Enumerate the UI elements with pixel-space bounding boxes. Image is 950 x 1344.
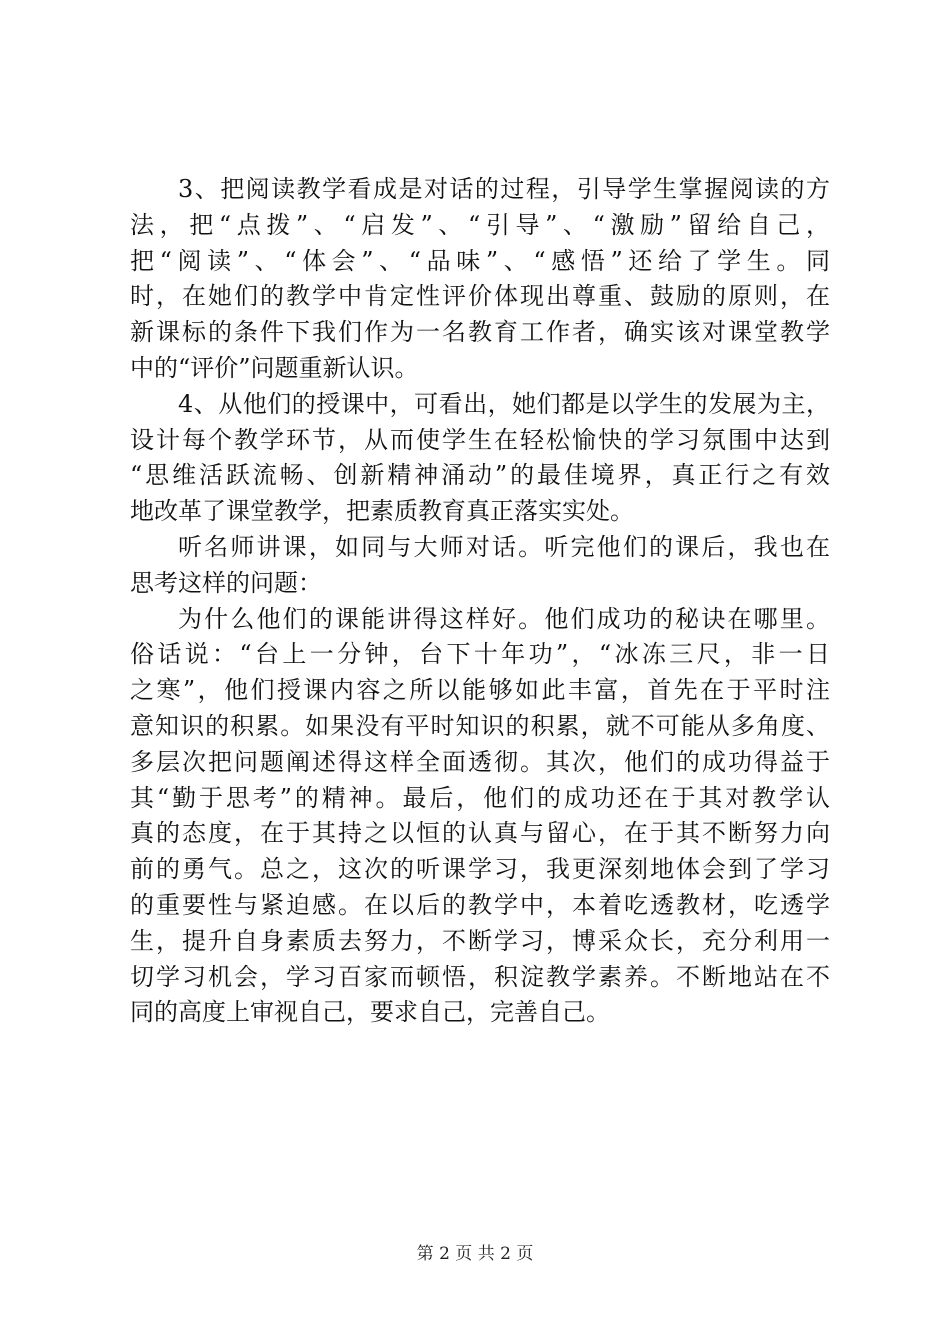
paragraph-line: 的重要性与紧迫感。在以后的教学中，本着吃透教材，吃透学 <box>130 890 830 919</box>
paragraph-line: 其“勤于思考”的精神。最后，他们的成功还在于其对教学认 <box>130 783 830 812</box>
paragraph-line: 法，把“点拨”、“启发”、“引导”、“激励”留给自己， <box>130 210 830 239</box>
paragraph-line: 听名师讲课，如同与大师对话。听完他们的课后，我也在 <box>178 532 830 561</box>
paragraph-line: 真的态度，在于其持之以恒的认真与留心，在于其不断努力向 <box>130 819 830 848</box>
paragraph-line: “思维活跃流畅、创新精神涌动”的最佳境界，真正行之有效 <box>130 461 830 490</box>
paragraph-line: 新课标的条件下我们作为一名教育工作者，确实该对课堂教学 <box>130 318 830 347</box>
page-number-footer: 第 2 页 共 2 页 <box>416 1244 534 1264</box>
paragraph-line: 思考这样的问题： <box>130 568 322 597</box>
paragraph-line: 时，在她们的教学中肯定性评价体现出尊重、鼓励的原则，在 <box>130 282 830 311</box>
paragraph-line: 之寒”，他们授课内容之所以能够如此丰富，首先在于平时注 <box>130 676 830 705</box>
paragraph-line: 为什么他们的课能讲得这样好。他们成功的秘诀在哪里。 <box>178 604 830 633</box>
paragraph-line: 多层次把问题阐述得这样全面透彻。其次，他们的成功得益于 <box>130 747 830 776</box>
paragraph-line: 4、从他们的授课中，可看出，她们都是以学生的发展为主， <box>178 389 830 418</box>
paragraph-line: 设计每个教学环节，从而使学生在轻松愉快的学习氛围中达到 <box>130 425 830 454</box>
document-body <box>130 172 830 1031</box>
paragraph-line: 生，提升自身素质去努力，不断学习，博采众长，充分利用一 <box>130 926 830 955</box>
paragraph-line: 前的勇气。总之，这次的听课学习，我更深刻地体会到了学习 <box>130 855 830 884</box>
paragraph-line: 意知识的积累。如果没有平时知识的积累，就不可能从多角度、 <box>130 711 830 740</box>
paragraph-line: 地改革了课堂教学，把素质教育真正落实实处。 <box>130 497 634 526</box>
paragraph-line: 把“阅读”、“体会”、“品味”、“感悟”还给了学生。同 <box>130 246 830 275</box>
paragraph-line: 中的“评价”问题重新认识。 <box>130 353 419 382</box>
paragraph-line: 切学习机会，学习百家而顿悟，积淀教学素养。不断地站在不 <box>130 962 830 991</box>
paragraph-line: 俗话说：“台上一分钟，台下十年功”，“冰冻三尺，非一日 <box>130 640 830 669</box>
paragraph-line: 同的高度上审视自己，要求自己，完善自己。 <box>130 998 610 1027</box>
paragraph-line: 3、把阅读教学看成是对话的过程，引导学生掌握阅读的方 <box>178 175 830 203</box>
